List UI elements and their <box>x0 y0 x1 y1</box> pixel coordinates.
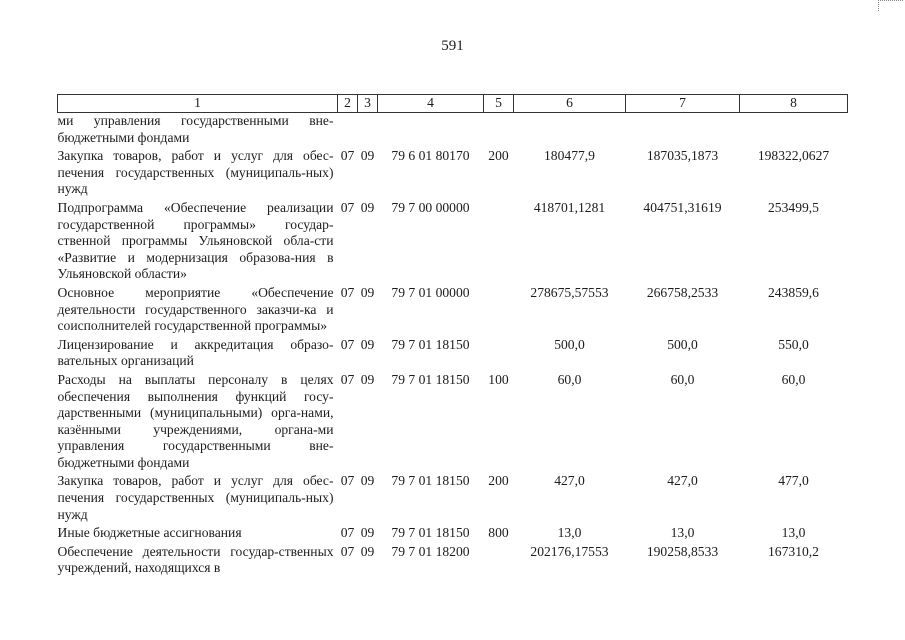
header-col-4: 4 <box>378 95 484 113</box>
cell-amount-1 <box>514 113 626 149</box>
cell-target-article: 79 7 00 00000 <box>391 199 470 215</box>
cell-target-article: 79 6 01 80170 <box>391 148 470 164</box>
cell-target-article: 79 7 01 18200 <box>391 543 470 559</box>
cell-subsection: 09 <box>360 525 375 541</box>
cell-subsection: 09 <box>360 148 375 164</box>
cell-name: Обеспечение деятельности государ-ственных учреждений, находящихся в <box>57 543 334 576</box>
cell-expense-type: 100 <box>488 371 509 387</box>
cell-amount-3: 477,0 <box>778 473 809 489</box>
cell-section <box>338 113 358 149</box>
cell-amount-3 <box>740 113 848 149</box>
cell-subsection: 09 <box>360 473 375 489</box>
cell-name: Закупка товаров, работ и услуг для обес-печения государственных (муниципаль-ных) нужд <box>57 473 334 522</box>
budget-table <box>57 94 848 579</box>
cell-section: 07 <box>340 473 355 489</box>
table-row <box>58 473 848 525</box>
cell-name: Иные бюджетные ассигнования <box>57 525 242 541</box>
cell-section: 07 <box>340 371 355 387</box>
cell-amount-2: 427,0 <box>667 473 698 489</box>
cell-amount-3: 198322,0627 <box>757 148 830 164</box>
cell-name: ми управления государственными вне-бюджетными фондами <box>57 113 334 145</box>
cell-expense-type: 200 <box>488 473 509 489</box>
cell-amount-1: 13,0 <box>557 525 582 541</box>
cell-amount-1: 418701,1281 <box>533 199 606 215</box>
cell-amount-2: 190258,8533 <box>646 543 719 559</box>
cell-amount-2: 60,0 <box>670 371 695 387</box>
cell-amount-3: 253499,5 <box>768 199 819 215</box>
header-col-2: 2 <box>338 95 358 113</box>
table-row <box>58 113 848 149</box>
table-header-row <box>58 95 848 113</box>
cell-subsection: 09 <box>360 371 375 387</box>
cell-amount-2: 404751,31619 <box>643 199 722 215</box>
cell-target-article: 79 7 01 18150 <box>391 525 470 541</box>
cell-section: 07 <box>340 525 355 541</box>
cell-amount-1: 60,0 <box>557 371 582 387</box>
header-col-3: 3 <box>358 95 378 113</box>
cell-amount-2 <box>626 113 740 149</box>
cell-section: 07 <box>340 336 355 352</box>
table-body <box>58 113 848 580</box>
cell-amount-2: 187035,1873 <box>646 148 719 164</box>
cell-target-article: 79 7 01 18150 <box>391 336 470 352</box>
cell-amount-1: 427,0 <box>554 473 585 489</box>
cell-expense-type <box>484 113 514 149</box>
table-row <box>58 200 848 285</box>
table-row <box>58 337 848 372</box>
cell-amount-2: 266758,2533 <box>646 284 719 300</box>
cell-subsection <box>358 113 378 149</box>
cell-section: 07 <box>340 148 355 164</box>
table-row <box>58 544 848 579</box>
cell-name: Лицензирование и аккредитация образо-вательных организаций <box>57 336 334 369</box>
cell-section: 07 <box>340 284 355 300</box>
header-col-7: 7 <box>626 95 740 113</box>
cell-target-article: 79 7 01 18150 <box>391 473 470 489</box>
cell-subsection: 09 <box>360 336 375 352</box>
cell-name: Основное мероприятие «Обеспечение деятельности государственного заказчи-ка и соисполнителей государственной программы» <box>57 284 334 334</box>
table-row <box>58 372 848 474</box>
cell-section: 07 <box>340 543 355 559</box>
cell-amount-1: 278675,57553 <box>530 284 609 300</box>
header-col-8: 8 <box>740 95 848 113</box>
scan-corner-mark <box>878 0 903 11</box>
header-col-6: 6 <box>514 95 626 113</box>
cell-expense-type <box>484 285 514 337</box>
cell-amount-1: 180477,9 <box>544 148 595 164</box>
cell-subsection: 09 <box>360 543 375 559</box>
table-row <box>58 285 848 337</box>
cell-name: Расходы на выплаты персоналу в целях обеспечения выполнения функций госу-дарственными (муниципальными) орга-нами, казёнными учреждениями, органа-ми управления государственными вне-бюджетными фондами <box>57 371 334 470</box>
table-row <box>58 148 848 200</box>
table-row <box>58 525 848 544</box>
cell-subsection: 09 <box>360 284 375 300</box>
page-number: 591 <box>441 38 464 54</box>
cell-expense-type <box>484 337 514 372</box>
cell-subsection: 09 <box>360 199 375 215</box>
cell-amount-1: 500,0 <box>554 336 585 352</box>
cell-name: Закупка товаров, работ и услуг для обес-печения государственных (муниципаль-ных) нужд <box>57 148 334 197</box>
cell-target-article <box>378 113 484 149</box>
cell-name: Подпрограмма «Обеспечение реализации государственной программы» государ-ственной программы Ульяновской обла-сти «Развитие и модернизация образова-ния в Ульяновской области» <box>57 199 334 282</box>
cell-expense-type <box>484 544 514 579</box>
cell-amount-3: 167310,2 <box>768 543 819 559</box>
cell-amount-2: 500,0 <box>667 336 698 352</box>
cell-section: 07 <box>340 199 355 215</box>
cell-expense-type: 200 <box>488 148 509 164</box>
cell-amount-1: 202176,17553 <box>530 543 609 559</box>
cell-target-article: 79 7 01 18150 <box>391 371 470 387</box>
header-col-5: 5 <box>484 95 514 113</box>
cell-target-article: 79 7 01 00000 <box>391 284 470 300</box>
cell-amount-3: 13,0 <box>781 525 806 541</box>
header-col-1: 1 <box>58 95 338 113</box>
cell-amount-2: 13,0 <box>670 525 695 541</box>
cell-amount-3: 550,0 <box>778 336 809 352</box>
cell-amount-3: 243859,6 <box>768 284 819 300</box>
cell-expense-type <box>484 200 514 285</box>
cell-amount-3: 60,0 <box>781 371 806 387</box>
cell-expense-type: 800 <box>488 525 509 541</box>
